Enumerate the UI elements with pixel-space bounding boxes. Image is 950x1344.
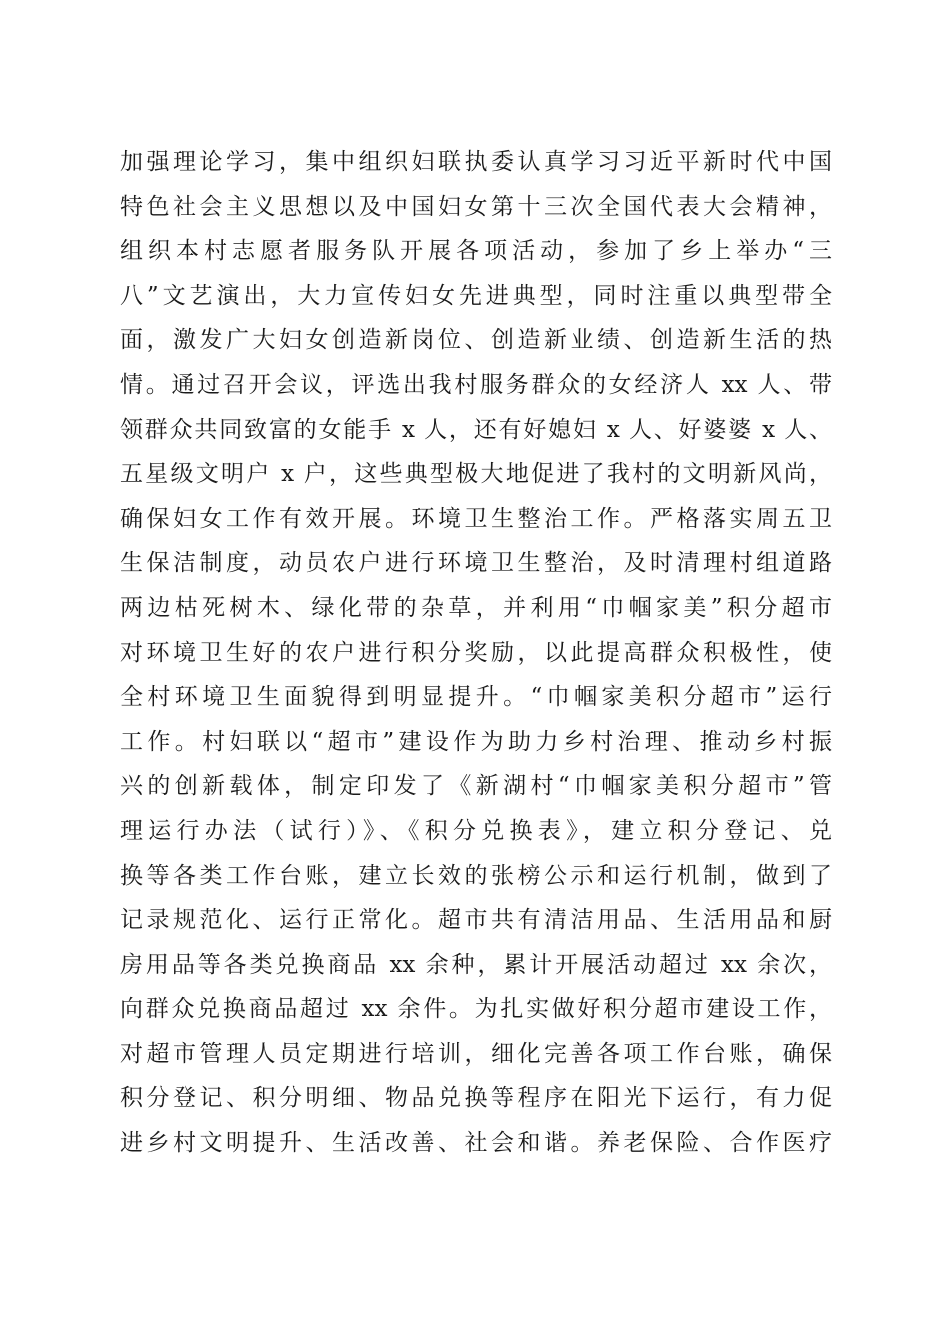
- text-line-1: 加强理论学习，集中组织妇联执委认真学习习近平新时代中国: [120, 149, 832, 175]
- text-line-11: 两边枯死树木、绿化带的杂草，并利用“巾帼家美”积分超市: [120, 594, 832, 621]
- text-line-10: 生保洁制度，动员农户进行环境卫生整治，及时清理村组道路: [120, 550, 832, 577]
- text-line-2: 特色社会主义思想以及中国妇女第十三次全国代表大会精神，: [120, 193, 832, 220]
- text-line-14: 工作。村妇联以“超市”建设作为助力乡村治理、推动乡村振: [120, 728, 832, 755]
- text-line-9: 确保妇女工作有效开展。环境卫生整治工作。严格落实周五卫: [120, 505, 832, 532]
- text-line-12: 对环境卫生好的农户进行积分奖励，以此提高群众积极性，使: [120, 639, 832, 666]
- text-line-21: 对超市管理人员定期进行培训，细化完善各项工作台账，确保: [120, 1040, 832, 1067]
- text-line-6: 情。通过召开会议，评选出我村服务群众的女经济人 xx 人、带: [120, 371, 832, 398]
- text-line-22: 积分登记、积分明细、物品兑换等程序在阳光下运行，有力促: [120, 1085, 832, 1112]
- text-line-8: 五星级文明户 x 户，这些典型极大地促进了我村的文明新风尚，: [120, 461, 832, 488]
- text-line-19: 房用品等各类兑换商品 xx 余种，累计开展活动超过 xx 余次，: [120, 951, 832, 978]
- text-line-20: 向群众兑换商品超过 xx 余件。为扎实做好积分超市建设工作，: [120, 996, 832, 1023]
- text-line-18: 记录规范化、运行正常化。超市共有清洁用品、生活用品和厨: [120, 907, 832, 934]
- text-line-3: 组织本村志愿者服务队开展各项活动，参加了乡上举办“三: [120, 238, 832, 265]
- text-line-16: 理运行办法（试行）》、《积分兑换表》，建立积分登记、兑: [120, 817, 832, 844]
- text-line-5: 面，激发广大妇女创造新岗位、创造新业绩、创造新生活的热: [120, 327, 832, 354]
- text-line-15: 兴的创新载体，制定印发了《新湖村“巾帼家美积分超市”管: [120, 773, 832, 800]
- text-line-7: 领群众共同致富的女能手 x 人，还有好媳妇 x 人、好婆婆 x 人、: [120, 416, 832, 443]
- text-line-23: 进乡村文明提升、生活改善、社会和谐。养老保险、合作医疗: [120, 1130, 832, 1157]
- body-text: [120, 140, 832, 1166]
- text-line-17: 换等各类工作台账，建立长效的张榜公示和运行机制，做到了: [120, 862, 832, 889]
- text-line-13: 全村环境卫生面貌得到明显提升。“巾帼家美积分超市”运行: [120, 684, 832, 711]
- text-line-4: 八”文艺演出，大力宣传妇女先进典型，同时注重以典型带全: [120, 282, 832, 309]
